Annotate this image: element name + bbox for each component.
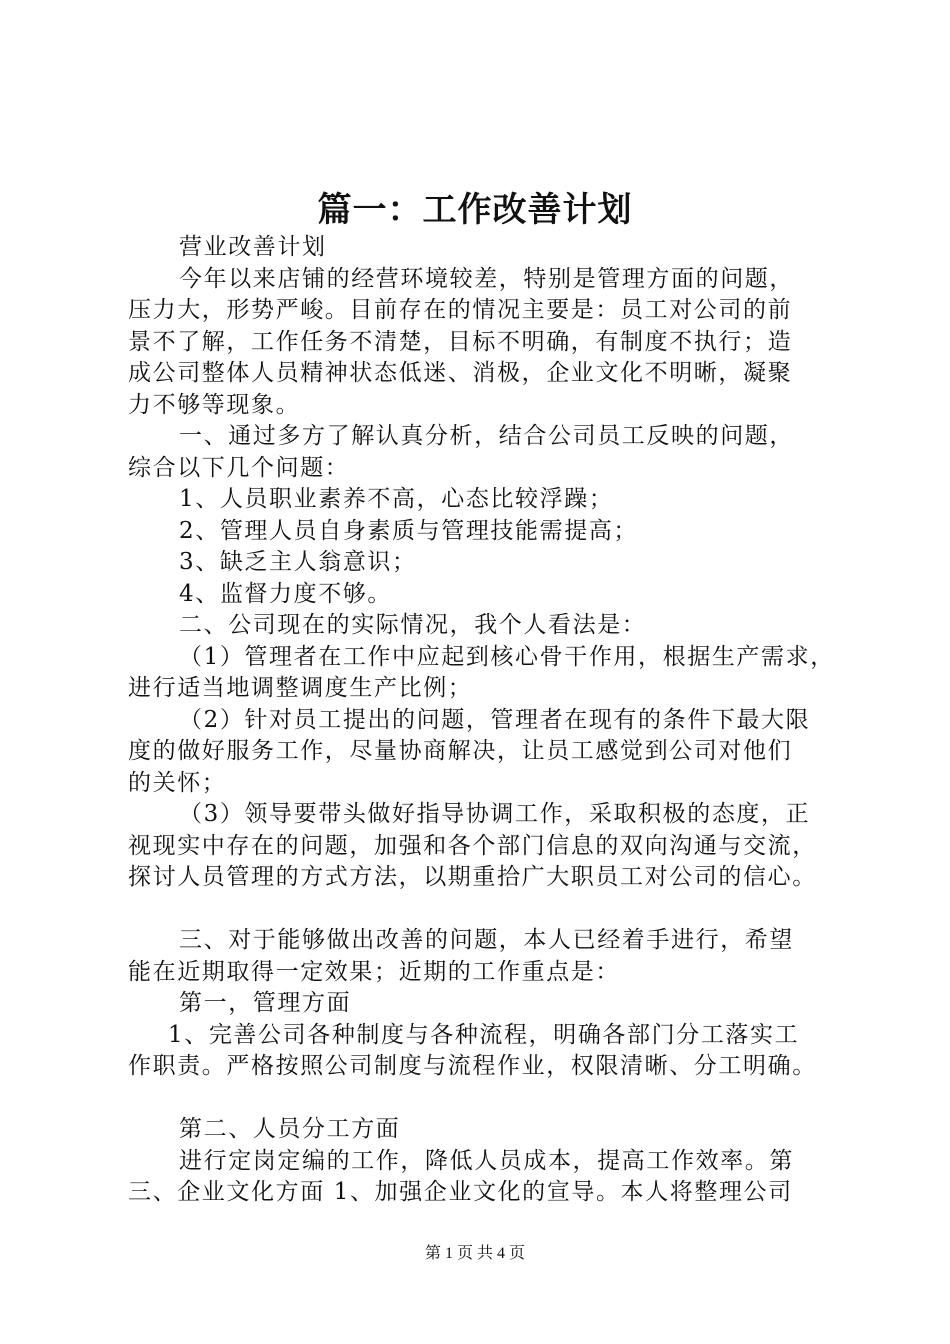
paragraph-line: 力不够等现象。 (128, 391, 301, 418)
paragraph-line: 1、完善公司各种制度与各种流程，明确各部门分工落实工 (168, 1021, 800, 1048)
paragraph-line: （2）针对员工提出的问题，管理者在现有的条件下最大限 (179, 706, 811, 733)
paragraph-line: 今年以来店铺的经营环境较差，特别是管理方面的问题， (179, 265, 794, 292)
paragraph-line: 二、公司现在的实际情况，我个人看法是： (179, 612, 647, 638)
list-item: 1、人员职业素养不高，心态比较浮躁； (179, 486, 614, 512)
paragraph-line: 综合以下几个问题： (128, 454, 350, 481)
document-title: 篇一：工作改善计划 (317, 190, 633, 230)
paragraph-line: 三、对于能够做出改善的问题，本人已经着手进行，希望 (179, 927, 794, 953)
paragraph-line: 进行适当地调整调度生产比例； (128, 675, 473, 701)
paragraph-line: 能在近期取得一定效果；近期的工作重点是： (128, 958, 620, 985)
blank-line (128, 1083, 852, 1115)
section-heading: 第一，管理方面 (179, 990, 352, 1016)
paragraph-line: 景不了解，工作任务不清楚，目标不明确，有制度不执行；造 (128, 328, 793, 355)
page-number-footer: 第 1 页 共 4 页 (424, 1245, 525, 1262)
list-item: 3、缺乏主人翁意识； (179, 549, 417, 575)
blank-line (128, 894, 852, 926)
list-item: 2、管理人员自身素质与管理技能需提高； (179, 517, 639, 544)
paragraph-line: 进行定岗定编的工作，降低人员成本，提高工作效率。第 (179, 1147, 794, 1174)
paragraph-line: 作职责。严格按照公司制度与流程作业，权限清晰、分工明确。 (128, 1053, 817, 1079)
section-heading: 营业改善计划 (179, 234, 327, 260)
document-body (128, 232, 852, 1209)
paragraph-line: 探讨人员管理的方式方法，以期重拾广大职员工对公司的信心。 (128, 864, 817, 890)
paragraph-line: 度的做好服务工作，尽量协商解决，让员工感觉到公司对他们 (128, 738, 793, 764)
paragraph-line: （3）领导要带头做好指导协调工作，采取积极的态度，正 (179, 801, 811, 827)
paragraph-line: 三、企业文化方面 1、加强企业文化的宣导。本人将整理公司 (128, 1179, 793, 1205)
list-item: 4、监督力度不够。 (179, 580, 393, 607)
paragraph-line: 的关怀； (128, 769, 227, 796)
paragraph-line: 压力大，形势严峻。目前存在的情况主要是：员工对公司的前 (128, 297, 793, 323)
paragraph-line: 成公司整体人员精神状态低迷、消极，企业文化不明晰，凝聚 (128, 360, 793, 386)
section-heading: 第二、人员分工方面 (179, 1116, 401, 1142)
paragraph-line: 一、通过多方了解认真分析，结合公司员工反映的问题， (179, 423, 794, 449)
paragraph-line: （1）管理者在工作中应起到核心骨干作用，根据生产需求， (179, 643, 835, 670)
paragraph-line: 视现实中存在的问题，加强和各个部门信息的双向沟通与交流， (128, 832, 817, 859)
